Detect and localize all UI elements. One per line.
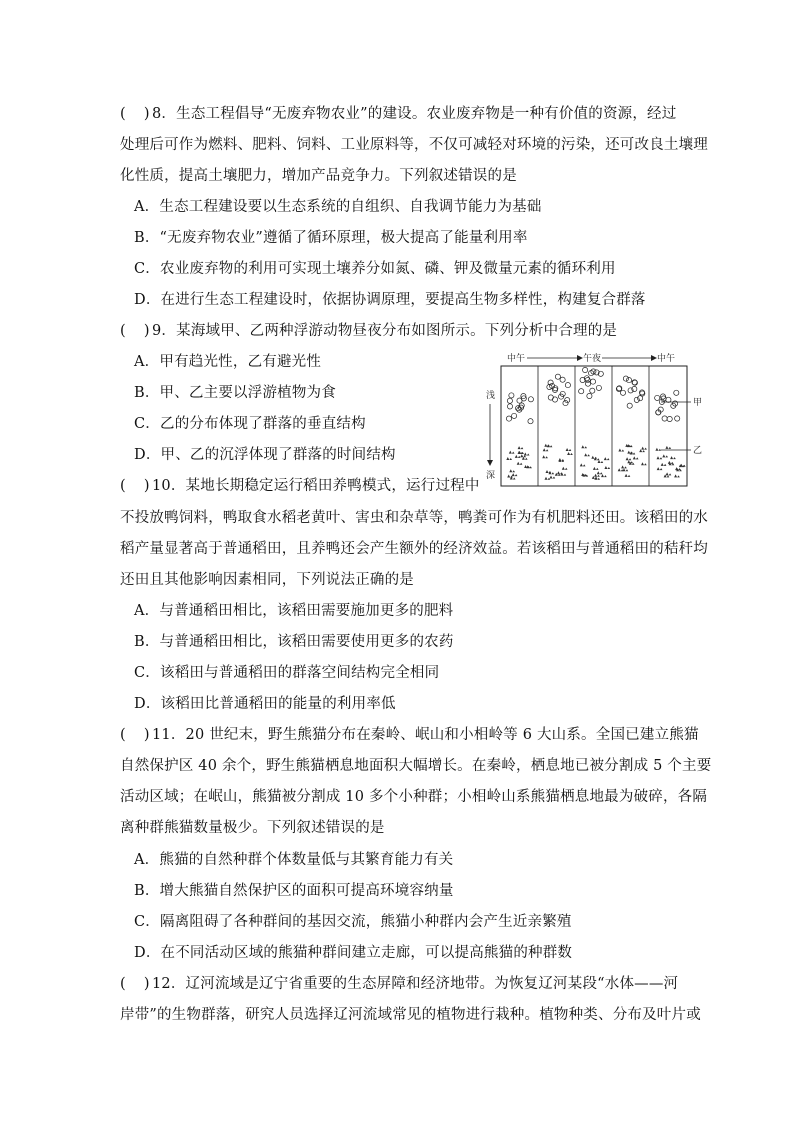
species-a-circle xyxy=(509,393,514,398)
species-a-circle xyxy=(623,376,628,381)
species-a-circle xyxy=(590,379,595,384)
species-b-mark xyxy=(542,455,548,458)
species-a-circle xyxy=(512,413,517,418)
q9-option-b: B．甲、乙主要以浮游植物为食 xyxy=(134,385,336,401)
species-b-mark xyxy=(591,456,597,459)
species-a-circle xyxy=(565,383,570,388)
species-b-mark xyxy=(657,456,663,459)
species-b-mark xyxy=(641,462,647,465)
species-b-mark xyxy=(567,452,573,455)
species-b-mark xyxy=(621,465,627,468)
q9-option-a: A．甲有趋光性，乙有避光性 xyxy=(134,354,322,370)
species-b-mark xyxy=(548,471,554,474)
species-a-circle xyxy=(674,390,679,395)
plankton-distribution-figure xyxy=(485,350,715,490)
q8-stem-line-3: 化性质，提高土壤肥力，增加产品竞争力。下列叙述错误的是 xyxy=(120,168,517,184)
label-midnight: 午夜 xyxy=(583,354,602,364)
q8-option-b: B．“无废弃物农业”遵循了循环原理，极大提高了能量利用率 xyxy=(134,230,528,246)
species-b-mark xyxy=(562,467,568,470)
q10-stem-line-4: 还田且其他影响因素相同，下列说法正确的是 xyxy=(120,572,414,588)
species-b-mark xyxy=(515,455,521,458)
q11-option-a: A．熊猫的自然种群个体数量低与其繁育能力有关 xyxy=(134,852,454,868)
species-b-mark xyxy=(657,467,663,470)
answer-blank[interactable]: ( ) xyxy=(120,106,150,122)
species-a-circle xyxy=(563,401,568,406)
q11-stem-line-3: 活动区域；在岷山，熊猫被分割成 10 多个小种群；小相岭山系熊猫栖息地最为破碎，各隔 xyxy=(120,789,708,805)
species-b-marks xyxy=(506,444,685,480)
species-b-mark xyxy=(518,446,524,449)
species-a-circles xyxy=(506,367,679,423)
q8-stem-line-1: ( ) 8．生态工程倡导“无废弃物农业”的建设。农业废弃物是一种有价值的资源，经过 xyxy=(120,106,677,122)
species-b-mark xyxy=(543,448,549,451)
species-b-mark xyxy=(662,454,668,457)
species-b-mark xyxy=(509,469,515,472)
species-a-circle xyxy=(583,367,588,372)
species-b-mark xyxy=(597,471,603,474)
species-a-circle xyxy=(596,385,601,390)
species-a-circle xyxy=(507,404,512,409)
q11-option-c: C．隔离阻碍了各种群间的基因交流，熊猫小种群内会产生近亲繁殖 xyxy=(134,914,572,930)
label-species-b: 乙 xyxy=(693,446,703,456)
q11-stem-line-1: ( ) 11．20 世纪末，野生熊猫分布在秦岭、岷山和小相岭等 6 大山系。全国已建立熊猫 xyxy=(120,727,699,743)
species-a-circle xyxy=(662,416,667,421)
answer-blank[interactable]: ( ) xyxy=(120,976,150,992)
depth-arrow-head xyxy=(487,460,493,466)
q11-stem-line-2: 自然保护区 40 余个，野生熊猫栖息地面积大幅增长。在秦岭，栖息地已被分割成 5 个主要 xyxy=(120,758,712,774)
q9-option-d: D．甲、乙的沉浮体现了群落的时间结构 xyxy=(134,447,396,463)
species-a-circle xyxy=(585,378,590,383)
species-b-mark xyxy=(661,463,667,466)
species-a-circle xyxy=(626,378,631,383)
label-shallow: 浅 xyxy=(486,391,496,401)
species-a-circle xyxy=(590,388,595,393)
q10-stem-line-2: 不投放鸭饲料，鸭取食水稻老黄叶、害虫和杂草等，鸭粪可作为有机肥料还田。该稻田的水 xyxy=(120,510,708,526)
q12-stem-line-1: ( ) 12．辽河流域是辽宁省重要的生态屏障和经济地带。为恢复辽河某段“水体——河 xyxy=(120,976,679,992)
plankton-distribution-diagram xyxy=(485,350,715,490)
species-b-mark xyxy=(566,448,572,451)
species-b-mark xyxy=(655,448,661,451)
species-a-circle xyxy=(667,416,672,421)
species-a-circle xyxy=(528,419,533,424)
species-b-mark xyxy=(580,463,586,466)
q11-option-b: B．增大熊猫自然保护区的面积可提高环境容纳量 xyxy=(134,883,454,899)
species-b-mark xyxy=(544,444,550,447)
q11-stem-line-4: 离种群熊猫数量极少。下列叙述错误的是 xyxy=(120,820,385,836)
species-b-mark xyxy=(509,451,515,454)
q12-stem-line-2: 岸带”的生物群落，研究人员选择辽河流域常见的植物进行栽种。植物种类、分布及叶片或 xyxy=(120,1007,701,1023)
q10-stem-line-1: ( ) 10．某地长期稳定运行稻田养鸭模式，运行过程中 xyxy=(120,478,480,494)
species-b-mark xyxy=(626,457,632,460)
species-b-mark xyxy=(670,456,676,459)
answer-blank[interactable]: ( ) xyxy=(120,323,150,339)
label-noon-left: 中午 xyxy=(507,354,526,364)
q10-option-a: A．与普通稻田相比，该稻田需要施加更多的肥料 xyxy=(134,603,454,619)
q10-option-b: B．与普通稻田相比，该稻田需要使用更多的农药 xyxy=(134,634,454,650)
species-a-circle xyxy=(620,390,625,395)
species-a-circle xyxy=(507,398,512,403)
q8-option-c: C．农业废弃物的利用可实现土壤养分如氮、磷、钾及微量元素的循环利用 xyxy=(134,261,616,277)
species-b-mark xyxy=(506,457,512,460)
species-b-mark xyxy=(623,468,629,471)
species-b-mark xyxy=(584,453,590,456)
species-a-circle xyxy=(666,397,671,402)
species-a-circle xyxy=(555,374,560,379)
species-b-mark xyxy=(581,445,587,448)
species-b-mark xyxy=(593,467,599,470)
q9-option-c: C．乙的分布体现了群落的垂直结构 xyxy=(134,416,366,432)
species-b-mark xyxy=(618,449,624,452)
species-b-mark xyxy=(666,472,672,475)
answer-blank[interactable]: ( ) xyxy=(120,727,150,743)
species-b-mark xyxy=(517,462,523,465)
label-species-a: 甲 xyxy=(693,398,703,408)
species-a-circle xyxy=(675,416,680,421)
species-b-mark xyxy=(633,456,639,459)
species-b-mark xyxy=(618,468,624,471)
species-a-circle xyxy=(560,377,565,382)
q9-stem: ( ) 9．某海域甲、乙两种浮游动物昼夜分布如图所示。下列分析中合理的是 xyxy=(120,323,618,339)
species-a-circle xyxy=(587,393,592,398)
q10-option-d: D．该稻田比普通稻田的能量的利用率低 xyxy=(134,696,396,712)
q8-option-d: D．在进行生态工程建设时，依据协调原理，要提高生物多样性，构建复合群落 xyxy=(134,292,646,308)
species-b-mark xyxy=(641,447,647,450)
species-a-circle xyxy=(565,398,570,403)
species-b-mark xyxy=(598,460,604,463)
answer-blank[interactable]: ( ) xyxy=(120,478,150,494)
species-a-circle xyxy=(655,395,660,400)
q10-option-c: C．该稻田与普通稻田的群落空间结构完全相同 xyxy=(134,665,440,681)
species-a-circle xyxy=(528,397,533,402)
species-a-circle xyxy=(506,416,511,421)
species-a-circle xyxy=(627,403,632,408)
label-deep: 深 xyxy=(486,471,496,481)
label-noon-right: 中午 xyxy=(657,354,676,364)
species-a-circle xyxy=(579,389,584,394)
species-a-circle xyxy=(548,395,553,400)
species-b-mark xyxy=(557,471,563,474)
q10-stem-line-3: 稻产量显著高于普通稻田，且养鸭还会产生额外的经济效益。若该稻田与普通稻田的秸秆均 xyxy=(120,541,708,557)
q8-option-a: A．生态工程建设要以生态系统的自组织、自我调节能力为基础 xyxy=(134,199,542,215)
species-b-mark xyxy=(524,453,530,456)
q8-stem-line-2: 处理后可作为燃料、肥料、饲料、工业原料等，不仅可减轻对环境的污染，还可改良土壤理 xyxy=(120,137,708,153)
species-b-mark xyxy=(627,451,633,454)
species-b-mark xyxy=(547,444,553,447)
q11-option-d: D．在不同活动区域的熊猫种群间建立走廊，可以提高熊猫的种群数 xyxy=(134,945,573,961)
species-b-mark xyxy=(604,457,610,460)
species-b-mark xyxy=(665,446,671,449)
species-b-mark xyxy=(604,466,610,469)
